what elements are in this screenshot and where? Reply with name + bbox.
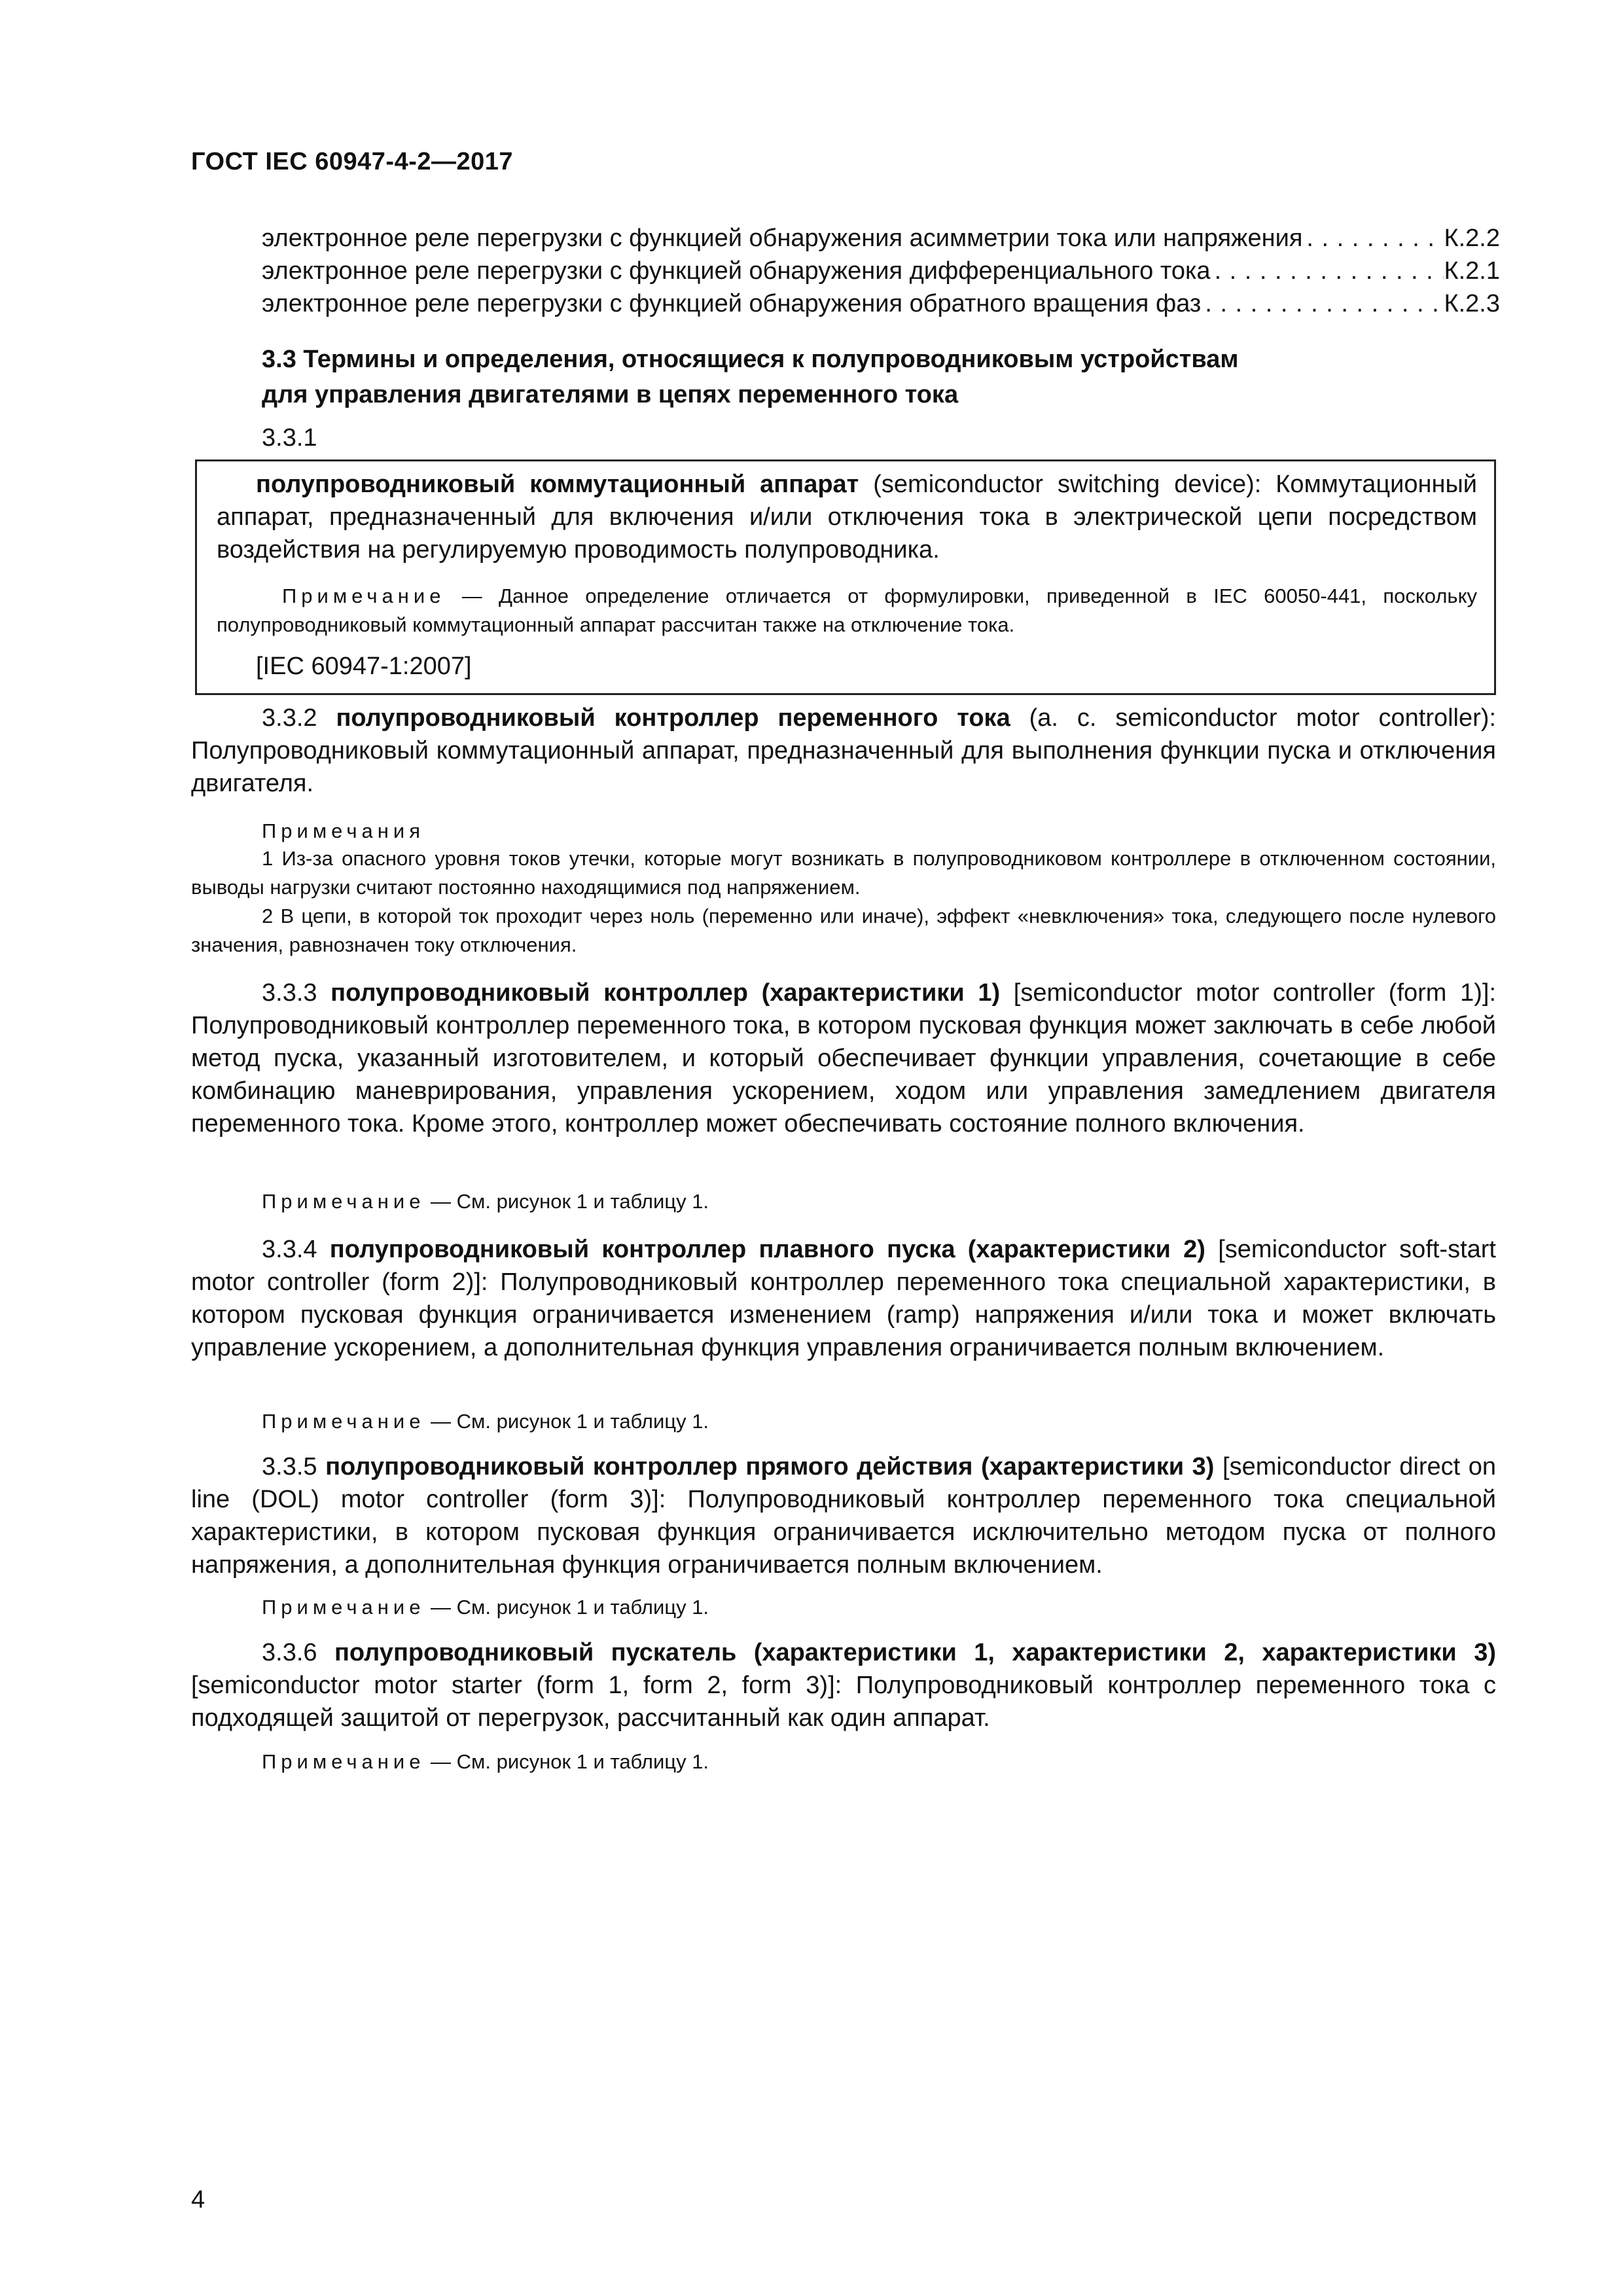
- index-entry-ref: К.2.3: [1444, 290, 1500, 317]
- note-label: Примечание: [262, 1410, 425, 1433]
- page-number: 4: [191, 2186, 205, 2214]
- note-label: Примечание: [262, 1750, 425, 1773]
- source-reference: [IEC 60947-1:2007]: [256, 653, 472, 680]
- term-body: [semiconductor soft-start motor controller (form 2)]: Полупроводниковый контроллер переменного тока специальной характеристики, в котором пусковая функция ограничивается изменением (ramp) напряжения и/или тока и может включать управление ускорением, а дополнительная функция управления ограничивается полным включением.: [191, 1236, 1496, 1361]
- note-text: — Данное определение отличается от формулировки, приведенной в IEC 60050-441, поскольку полупроводниковый коммутационный аппарат рассчитан также на отключение тока.: [217, 584, 1477, 636]
- note-text: — См. рисунок 1 и таблицу 1.: [425, 1596, 709, 1619]
- note: [217, 582, 1477, 639]
- term-body: [semiconductor direct on line (DOL) motor controller (form 3)]: Полупроводниковый контроллер переменного тока специальной характеристики, в котором пусковая функция ограничивается исключительно методом пуска от полного напряжения, а дополнительная функция ограничивается полным включением.: [191, 1453, 1497, 1579]
- term-name: полупроводниковый контроллер переменного тока: [336, 704, 1010, 732]
- note-text: — См. рисунок 1 и таблицу 1.: [425, 1190, 709, 1213]
- term-body: (semiconductor switching device): Коммутационный аппарат, предназначенный для включения и/или отключения тока в электрической цепи посредством воздействия на регулируемую проводимость полупроводника.: [217, 471, 1477, 564]
- term-number: 3.3.1: [262, 424, 317, 452]
- index-entry-ref: К.2.2: [1444, 224, 1500, 252]
- term-name: полупроводниковый коммутационный аппарат: [256, 471, 859, 498]
- note-label: Примечание: [262, 1190, 425, 1213]
- term-number: 3.3.4: [262, 1236, 330, 1263]
- term-body: [semiconductor motor controller (form 1)]: Полупроводниковый контроллер переменного тока, в котором пусковая функция может заключать в себе любой метод пуска, указанный изготовителем, и который обеспечивает функции управления, сочетающие в себе комбинацию маневрирования, управления ускорением, ходом или управления замедлением двигателя переменного тока. Кроме этого, контроллер может обеспечивать состояние полного включения.: [191, 979, 1497, 1138]
- term-name: полупроводниковый пускатель (характеристики 1, характеристики 2, характеристики 3): [334, 1639, 1497, 1666]
- term-name: полупроводниковый контроллер прямого действия (характеристики 3): [325, 1453, 1215, 1480]
- note-text: — См. рисунок 1 и таблицу 1.: [425, 1410, 709, 1433]
- index-entry: [262, 255, 1500, 287]
- index-entry: [262, 223, 1500, 254]
- index-leader-dots: [1211, 255, 1444, 287]
- note-text: — См. рисунок 1 и таблицу 1.: [425, 1750, 709, 1773]
- index-leader-dots: [1201, 288, 1444, 319]
- note: [262, 1593, 709, 1622]
- term-definition: [191, 1636, 1496, 1734]
- index-entry-ref: К.2.1: [1444, 257, 1500, 285]
- index-entry-text: электронное реле перегрузки с функцией обнаружения дифференциального тока: [262, 257, 1211, 285]
- note: [262, 1407, 709, 1436]
- term-definition: [217, 468, 1477, 566]
- term-number: 3.3.3: [262, 979, 331, 1007]
- definition-box: [195, 459, 1496, 695]
- index-entry-text: электронное реле перегрузки с функцией обнаружения обратного вращения фаз: [262, 290, 1202, 317]
- note: [262, 1748, 709, 1776]
- note: 2 В цепи, в которой ток проходит через ноль (переменно или иначе), эффект «невключения» тока, следующего после нулевого значения, равнозначен току отключения.: [191, 905, 1496, 956]
- note: 1 Из-за опасного уровня токов утечки, которые могут возникать в полупроводниковом контроллере в отключенном состоянии, выводы нагрузки считают постоянно находящимися под напряжением.: [191, 847, 1496, 899]
- term-definition: [191, 977, 1496, 1140]
- term-number: 3.3.2: [262, 704, 336, 732]
- note-label: Примечание: [282, 584, 446, 607]
- section-title-line: 3.3 Термины и определения, относящиеся к полупроводниковым устройствам: [262, 346, 1239, 373]
- term-name: полупроводниковый контроллер (характеристики 1): [330, 979, 1001, 1007]
- term-definition: [191, 702, 1496, 800]
- index-leader-dots: [1302, 223, 1444, 254]
- section-title: [262, 342, 1374, 412]
- page-header-title: ГОСТ IEC 60947-4-2—2017: [191, 148, 514, 175]
- term-name: полупроводниковый контроллер плавного пуска (характеристики 2): [329, 1236, 1205, 1263]
- term-body: [semiconductor motor starter (form 1, form 2, form 3)]: Полупроводниковый контроллер переменного тока с подходящей защитой от перегрузок, рассчитанный как один аппарат.: [191, 1672, 1496, 1732]
- term-number: 3.3.5: [262, 1453, 326, 1480]
- section-title-line: для управления двигателями в цепях переменного тока: [262, 381, 959, 408]
- index-entry-text: электронное реле перегрузки с функцией обнаружения асимметрии тока или напряжения: [262, 224, 1303, 252]
- term-number: 3.3.6: [262, 1639, 334, 1666]
- term-definition: [191, 1233, 1496, 1364]
- term-definition: [191, 1450, 1496, 1581]
- term-body: (a. c. semiconductor motor controller): Полупроводниковый коммутационный аппарат, предназначенный для выполнения функции пуска и отключения двигателя.: [191, 704, 1497, 797]
- index-entry: [262, 288, 1500, 319]
- note: [262, 1187, 709, 1216]
- notes-label: Примечания: [262, 819, 425, 842]
- note-label: Примечание: [262, 1596, 425, 1619]
